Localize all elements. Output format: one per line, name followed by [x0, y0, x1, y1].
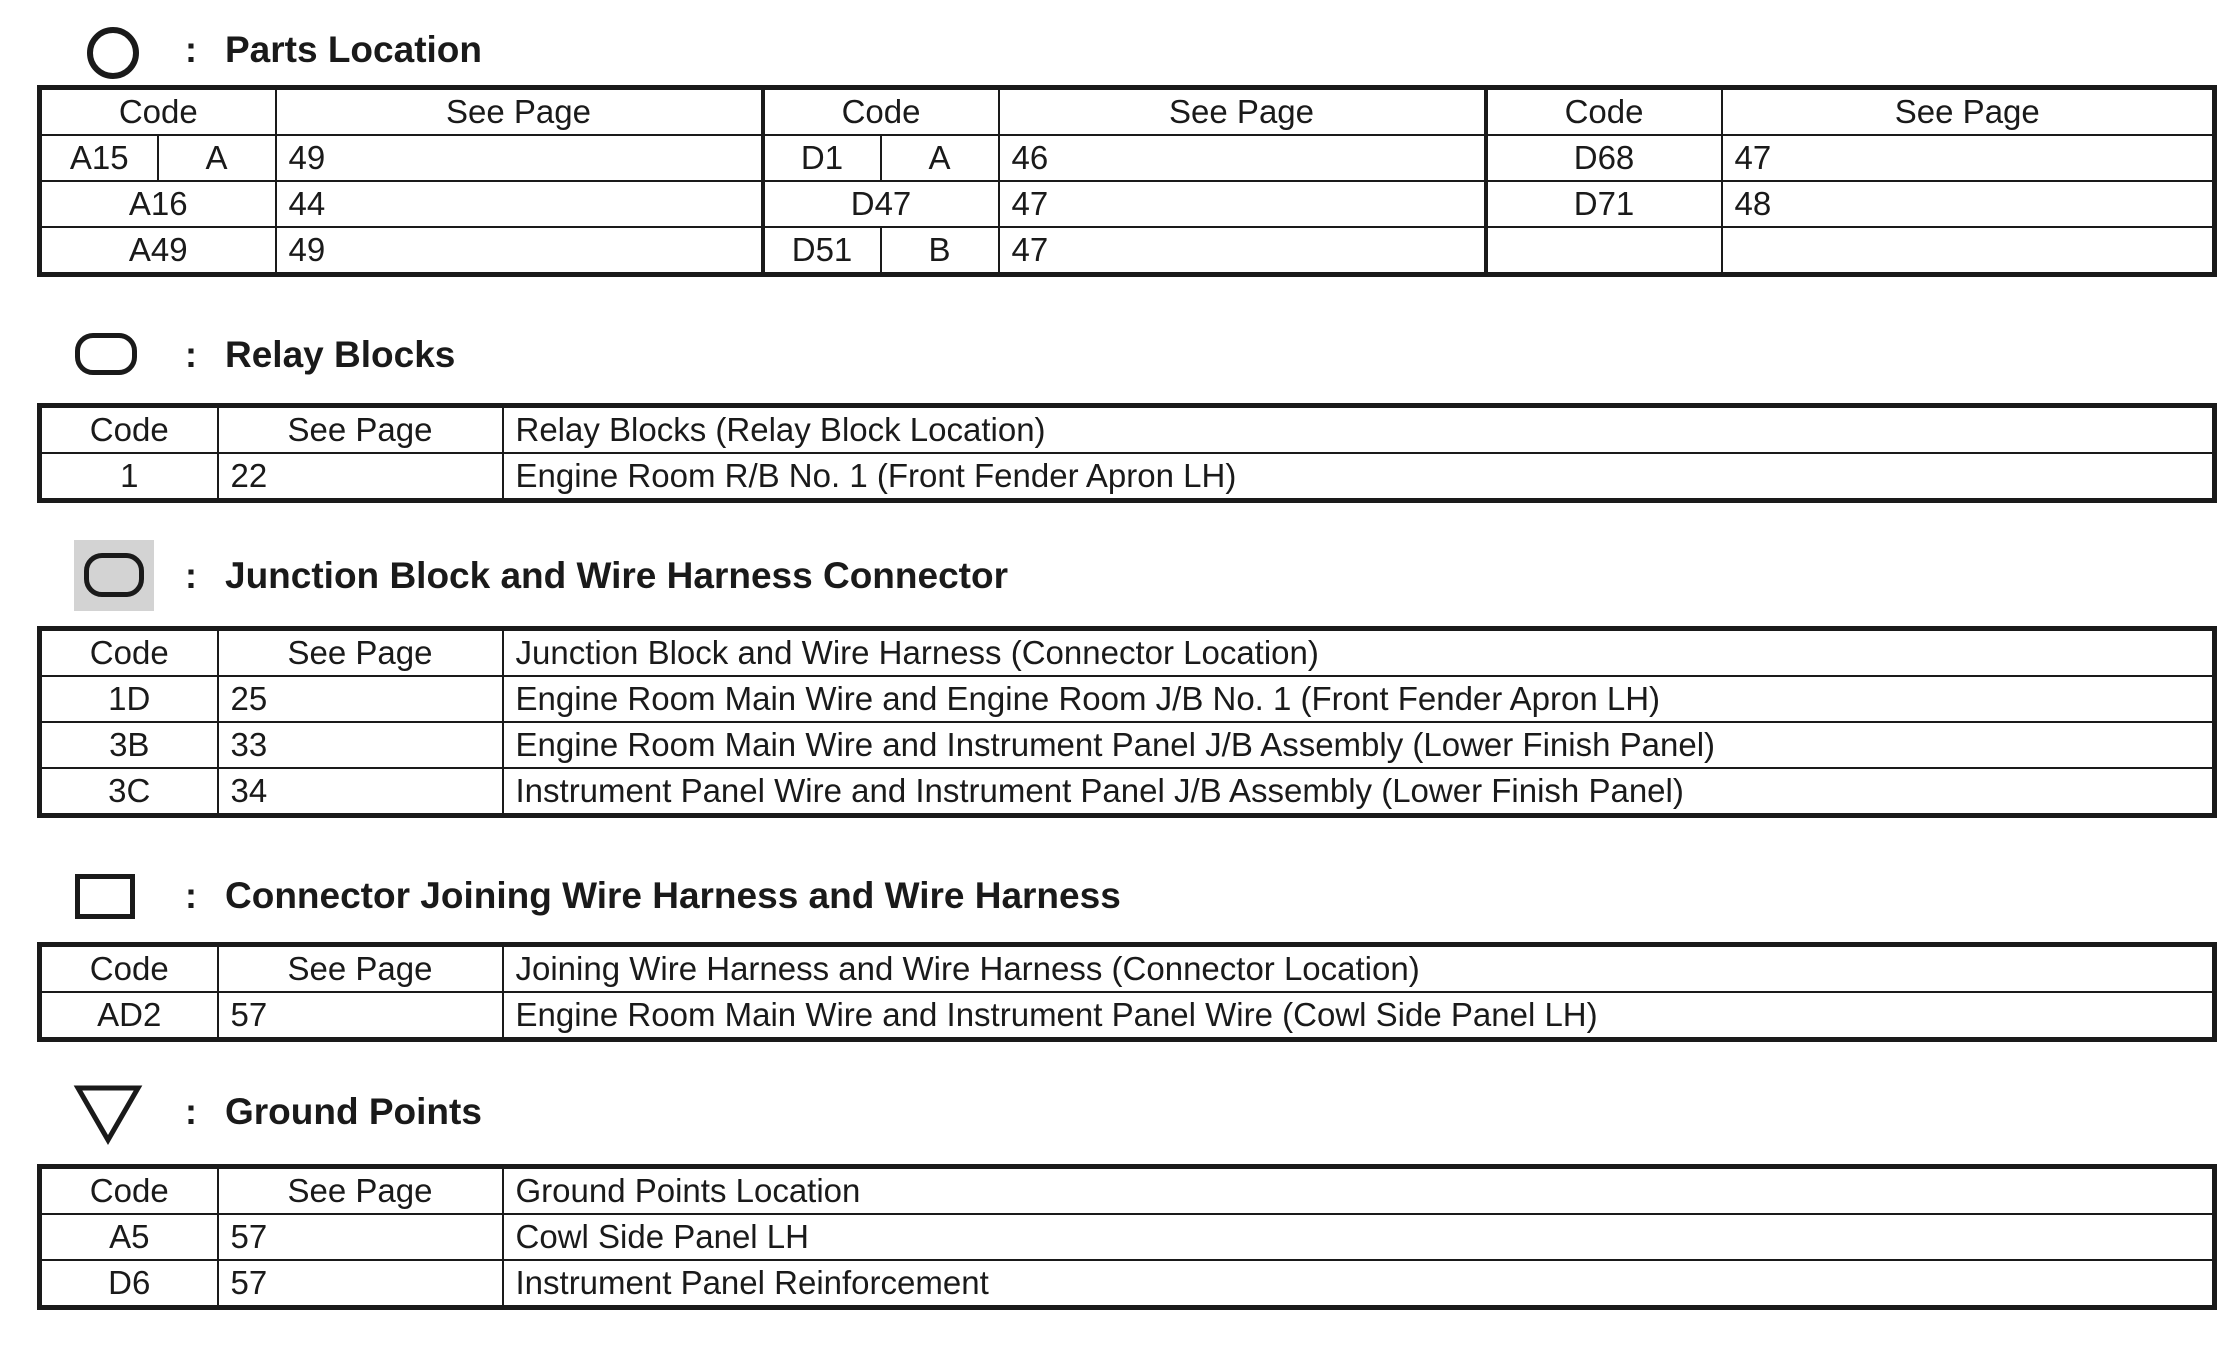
page-cell: 34: [218, 768, 503, 816]
code-cell: D1: [763, 135, 881, 181]
junction-block-title: [70, 540, 1008, 611]
page-cell: 46: [999, 135, 1486, 181]
section-heading: Ground Points: [225, 1091, 482, 1132]
table-header-row: [40, 1167, 2215, 1215]
ground-points-title: [70, 1082, 482, 1142]
header-code: Code: [40, 406, 218, 454]
code-cell: [1486, 227, 1722, 275]
title-colon: :: [185, 554, 197, 596]
code-cell: A16: [40, 181, 276, 227]
page-cell: 33: [218, 722, 503, 768]
table-header-row: [40, 945, 2215, 993]
code-cell: D47: [763, 181, 999, 227]
code-cell: 3B: [40, 722, 218, 768]
table-row: [40, 1214, 2215, 1260]
table-row: [40, 676, 2215, 722]
table-row: [40, 227, 2215, 275]
header-code: Code: [763, 88, 999, 136]
header-see-page: See Page: [999, 88, 1486, 136]
table-row: [40, 1260, 2215, 1308]
section-heading: Parts Location: [225, 29, 482, 70]
rectangle-icon: [70, 866, 150, 926]
relay-blocks-table: [37, 403, 2217, 503]
header-see-page: See Page: [218, 1167, 503, 1215]
page-cell: 49: [276, 227, 763, 275]
header-see-page: See Page: [218, 406, 503, 454]
title-colon: :: [185, 875, 197, 916]
code-cell: D6: [40, 1260, 218, 1308]
description-cell: Engine Room Main Wire and Instrument Panel Wire (Cowl Side Panel LH): [503, 992, 2215, 1040]
code-cell: A49: [40, 227, 276, 275]
junction-block-table: [37, 626, 2217, 818]
relay-blocks-title: [70, 325, 455, 385]
header-code: Code: [1486, 88, 1722, 136]
title-colon: :: [185, 334, 197, 375]
page-cell: 25: [218, 676, 503, 722]
connector-sub-cell: B: [881, 227, 999, 275]
header-see-page: See Page: [218, 629, 503, 677]
description-cell: Cowl Side Panel LH: [503, 1214, 2215, 1260]
title-colon: :: [185, 1091, 197, 1132]
connector-sub-cell: A: [158, 135, 276, 181]
table-row: [40, 453, 2215, 501]
triangle-down-icon: [70, 1082, 150, 1142]
code-cell: 1D: [40, 676, 218, 722]
table-row: [40, 181, 2215, 227]
header-code: Code: [40, 945, 218, 993]
section-heading: Junction Block and Wire Harness Connector: [225, 554, 1008, 596]
table-header-row: [40, 88, 2215, 136]
header-description: Relay Blocks (Relay Block Location): [503, 406, 2215, 454]
page-cell: 48: [1722, 181, 2215, 227]
parts-location-title: [70, 20, 482, 80]
code-cell: 3C: [40, 768, 218, 816]
shaded-rounded-rectangle-icon: [70, 540, 150, 611]
code-cell: 1: [40, 453, 218, 501]
code-cell: A15: [40, 135, 158, 181]
page-cell: 57: [218, 1260, 503, 1308]
ground-points-table: [37, 1164, 2217, 1310]
description-cell: Instrument Panel Reinforcement: [503, 1260, 2215, 1308]
page-cell: 47: [1722, 135, 2215, 181]
page-cell: 44: [276, 181, 763, 227]
description-cell: Engine Room Main Wire and Engine Room J/B No. 1 (Front Fender Apron LH): [503, 676, 2215, 722]
description-cell: Instrument Panel Wire and Instrument Panel J/B Assembly (Lower Finish Panel): [503, 768, 2215, 816]
header-see-page: See Page: [1722, 88, 2215, 136]
page-cell: 49: [276, 135, 763, 181]
code-cell: D51: [763, 227, 881, 275]
table-header-row: [40, 629, 2215, 677]
page-cell: 57: [218, 992, 503, 1040]
header-code: Code: [40, 88, 276, 136]
table-row: [40, 992, 2215, 1040]
description-cell: Engine Room Main Wire and Instrument Panel J/B Assembly (Lower Finish Panel): [503, 722, 2215, 768]
table-header-row: [40, 406, 2215, 454]
connector-sub-cell: A: [881, 135, 999, 181]
page-cell: 57: [218, 1214, 503, 1260]
header-code: Code: [40, 629, 218, 677]
table-row: [40, 722, 2215, 768]
header-code: Code: [40, 1167, 218, 1215]
connector-joining-table: [37, 942, 2217, 1042]
parts-location-table: [37, 85, 2217, 277]
code-cell: D71: [1486, 181, 1722, 227]
section-heading: Connector Joining Wire Harness and Wire Harness: [225, 875, 1121, 916]
description-cell: Engine Room R/B No. 1 (Front Fender Apron LH): [503, 453, 2215, 501]
code-cell: A5: [40, 1214, 218, 1260]
table-row: [40, 135, 2215, 181]
rounded-rectangle-icon: [70, 325, 150, 385]
table-row: [40, 768, 2215, 816]
page-cell: [1722, 227, 2215, 275]
page-cell: 47: [999, 181, 1486, 227]
page-cell: 47: [999, 227, 1486, 275]
header-see-page: See Page: [276, 88, 763, 136]
code-cell: D68: [1486, 135, 1722, 181]
section-heading: Relay Blocks: [225, 334, 456, 375]
connector-joining-title: [70, 866, 1121, 926]
circle-icon: [70, 20, 150, 80]
header-description: Junction Block and Wire Harness (Connector Location): [503, 629, 2215, 677]
header-description: Ground Points Location: [503, 1167, 2215, 1215]
header-see-page: See Page: [218, 945, 503, 993]
header-description: Joining Wire Harness and Wire Harness (Connector Location): [503, 945, 2215, 993]
page-cell: 22: [218, 453, 503, 501]
title-colon: :: [185, 29, 197, 70]
code-cell: AD2: [40, 992, 218, 1040]
